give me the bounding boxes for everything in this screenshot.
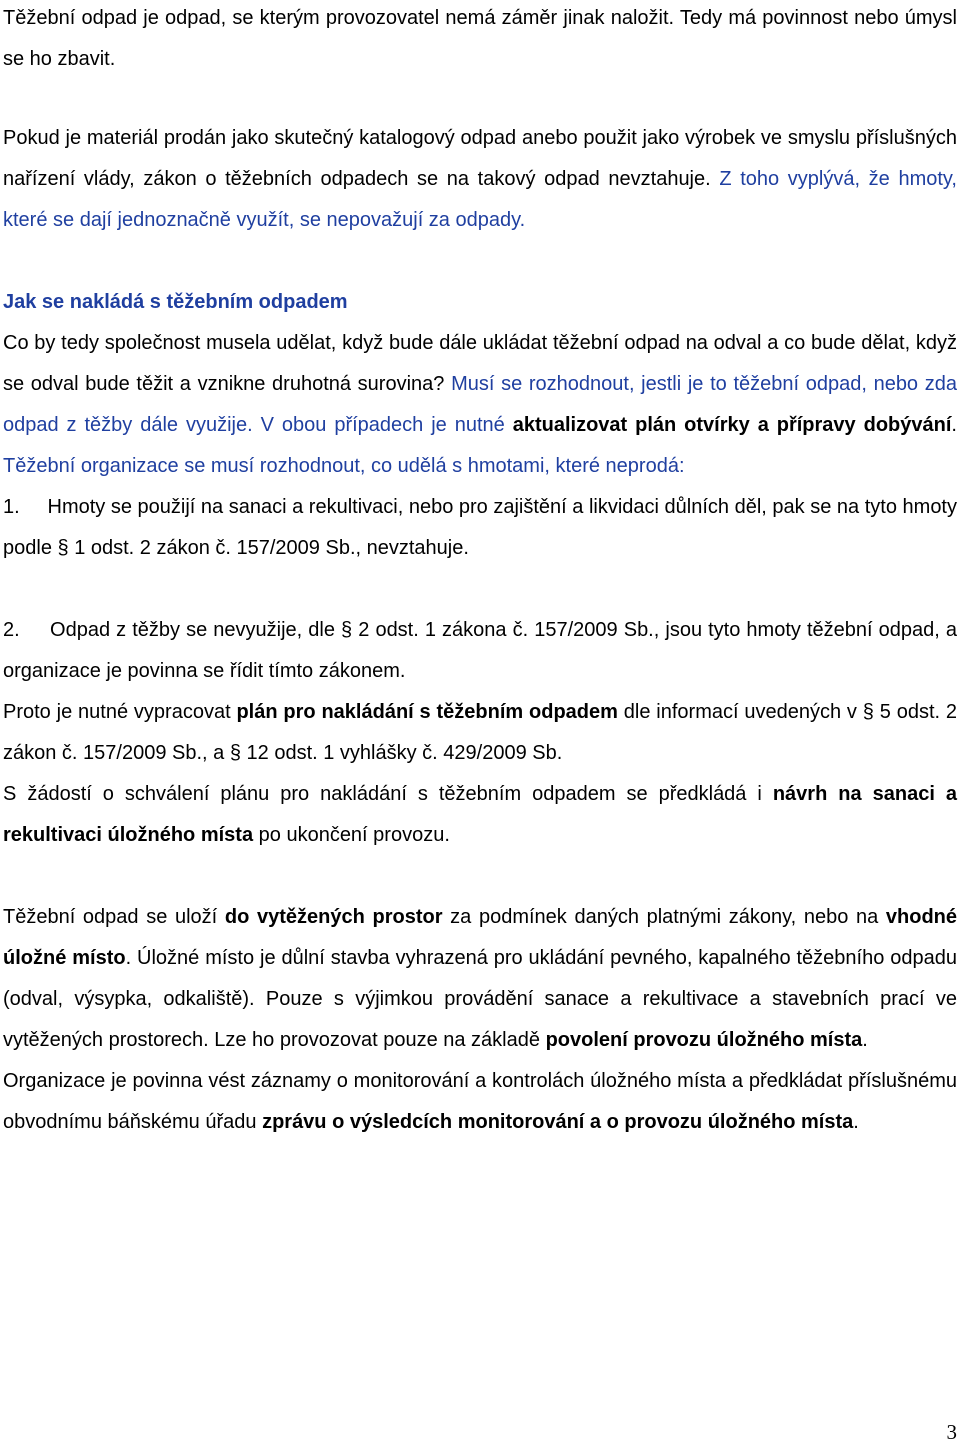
paragraph-emphasis: Musí se rozhodnout, jestli je to těžební odpad, nebo zda odpad z těžby dále využije. xyxy=(3,373,957,436)
paragraph-text: Organizace je povinna vést záznamy o monitorování a kontrolách úložného místa a předkládat příslušnému obvodnímu báňskému úřadu xyxy=(3,1070,957,1133)
section-sign: § xyxy=(862,701,874,723)
paragraph-emphasis: Těžební organizace se musí rozhodnout, co udělá s hmotami, které neprodá: xyxy=(3,455,685,477)
paragraph-exemption xyxy=(3,118,957,241)
list-item-text: Odpad z těžby se nevyužije, dle xyxy=(50,619,335,641)
bold-phrase: do vytěžených prostor xyxy=(224,906,443,928)
bold-phrase: povolení provozu úložného místa xyxy=(545,1029,863,1051)
bold-phrase: vhodné úložné místo xyxy=(3,906,958,969)
paragraph-text: . Úložné místo je důlní stavba vyhrazená pro ukládání pevného, kapalného těžebního odpadu (odval, výsypka, odkaliště). Pouze s výjimkou provádění sanace a rekultivace a stavebních prací ve vytěžených prostorech. Lze ho provozovat pouze na základě xyxy=(3,947,957,1051)
legal-reference: 12 odst. 1 vyhlášky č. 429/2009 Sb. xyxy=(246,742,563,764)
document-page xyxy=(3,0,957,1143)
section-sign: § xyxy=(341,619,353,641)
paragraph-text: po ukončení provozu. xyxy=(258,824,450,846)
legal-reference: 1 odst. 2 zákon č. 157/2009 Sb., nevztahuje. xyxy=(74,537,469,559)
list-item-number: 2. xyxy=(3,619,20,641)
paragraph-text: S žádostí o schválení plánu pro nakládání s těžebním odpadem se předkládá i xyxy=(3,783,762,805)
list-item-number: 1. xyxy=(3,496,20,518)
legal-reference: 2 odst. 1 zákona č. 157/2009 Sb. xyxy=(358,619,654,641)
bold-phrase: aktualizovat plán otvírky a přípravy dobývání xyxy=(512,414,952,436)
section-sign: § xyxy=(57,537,69,559)
punctuation: . xyxy=(951,414,957,436)
paragraph-text: Co by tedy společnost musela udělat, když bude dále ukládat těžební odpad na odval a co bude dělat, když se odval bude těžit a vznikne druhotná surovina? xyxy=(3,332,957,395)
legal-reference: 5 odst. 2 zákon č. 157/2009 Sb., a xyxy=(3,701,958,764)
section-heading: Jak se nakládá s těžebním odpadem xyxy=(3,291,348,313)
paragraph-definition xyxy=(3,0,957,80)
punctuation: . xyxy=(862,1029,868,1051)
paragraph-text: Těžební odpad se uloží xyxy=(3,906,218,928)
bold-phrase: plán pro nakládání s těžebním odpadem xyxy=(236,701,618,723)
paragraph-storage xyxy=(3,897,957,1143)
paragraph-text: Těžební odpad je odpad, se kterým provozovatel nemá záměr jinak naložit. Tedy má povinnost nebo úmysl se ho zbavit. xyxy=(3,7,957,70)
paragraph-emphasis: Z toho vyplývá, že hmoty, které se dají jednoznačně využít, se nepovažují za odpady. xyxy=(3,168,957,231)
section-with-heading xyxy=(3,282,957,569)
list-item-2 xyxy=(3,610,957,856)
list-item-text: , jsou tyto hmoty těžební odpad, a organizace je povinna se řídit tímto zákonem. xyxy=(3,619,957,682)
punctuation: . xyxy=(853,1111,859,1133)
list-item-text: Hmoty se použijí na sanaci a rekultivaci, nebo pro zajištění a likvidaci důlních děl, pak se na tyto hmoty podle xyxy=(3,496,957,559)
paragraph-text: Proto je nutné vypracovat xyxy=(3,701,231,723)
paragraph-text: Pokud je materiál prodán jako skutečný katalogový odpad anebo použit jako výrobek ve smyslu příslušných nařízení vlády, zákon o těžebních odpadech se na takový odpad nevztahuje. xyxy=(3,127,957,190)
paragraph-text: za podmínek daných platnými zákony, nebo na xyxy=(450,906,879,928)
page-number: 3 xyxy=(946,1420,957,1444)
bold-phrase: zprávu o výsledcích monitorování a o provozu úložného místa xyxy=(262,1111,854,1133)
paragraph-emphasis: V obou případech je nutné xyxy=(260,414,505,436)
paragraph-text: dle informací uvedených v xyxy=(623,701,857,723)
bold-phrase: návrh na sanaci a rekultivaci úložného místa xyxy=(3,783,957,846)
section-sign: § xyxy=(229,742,241,764)
